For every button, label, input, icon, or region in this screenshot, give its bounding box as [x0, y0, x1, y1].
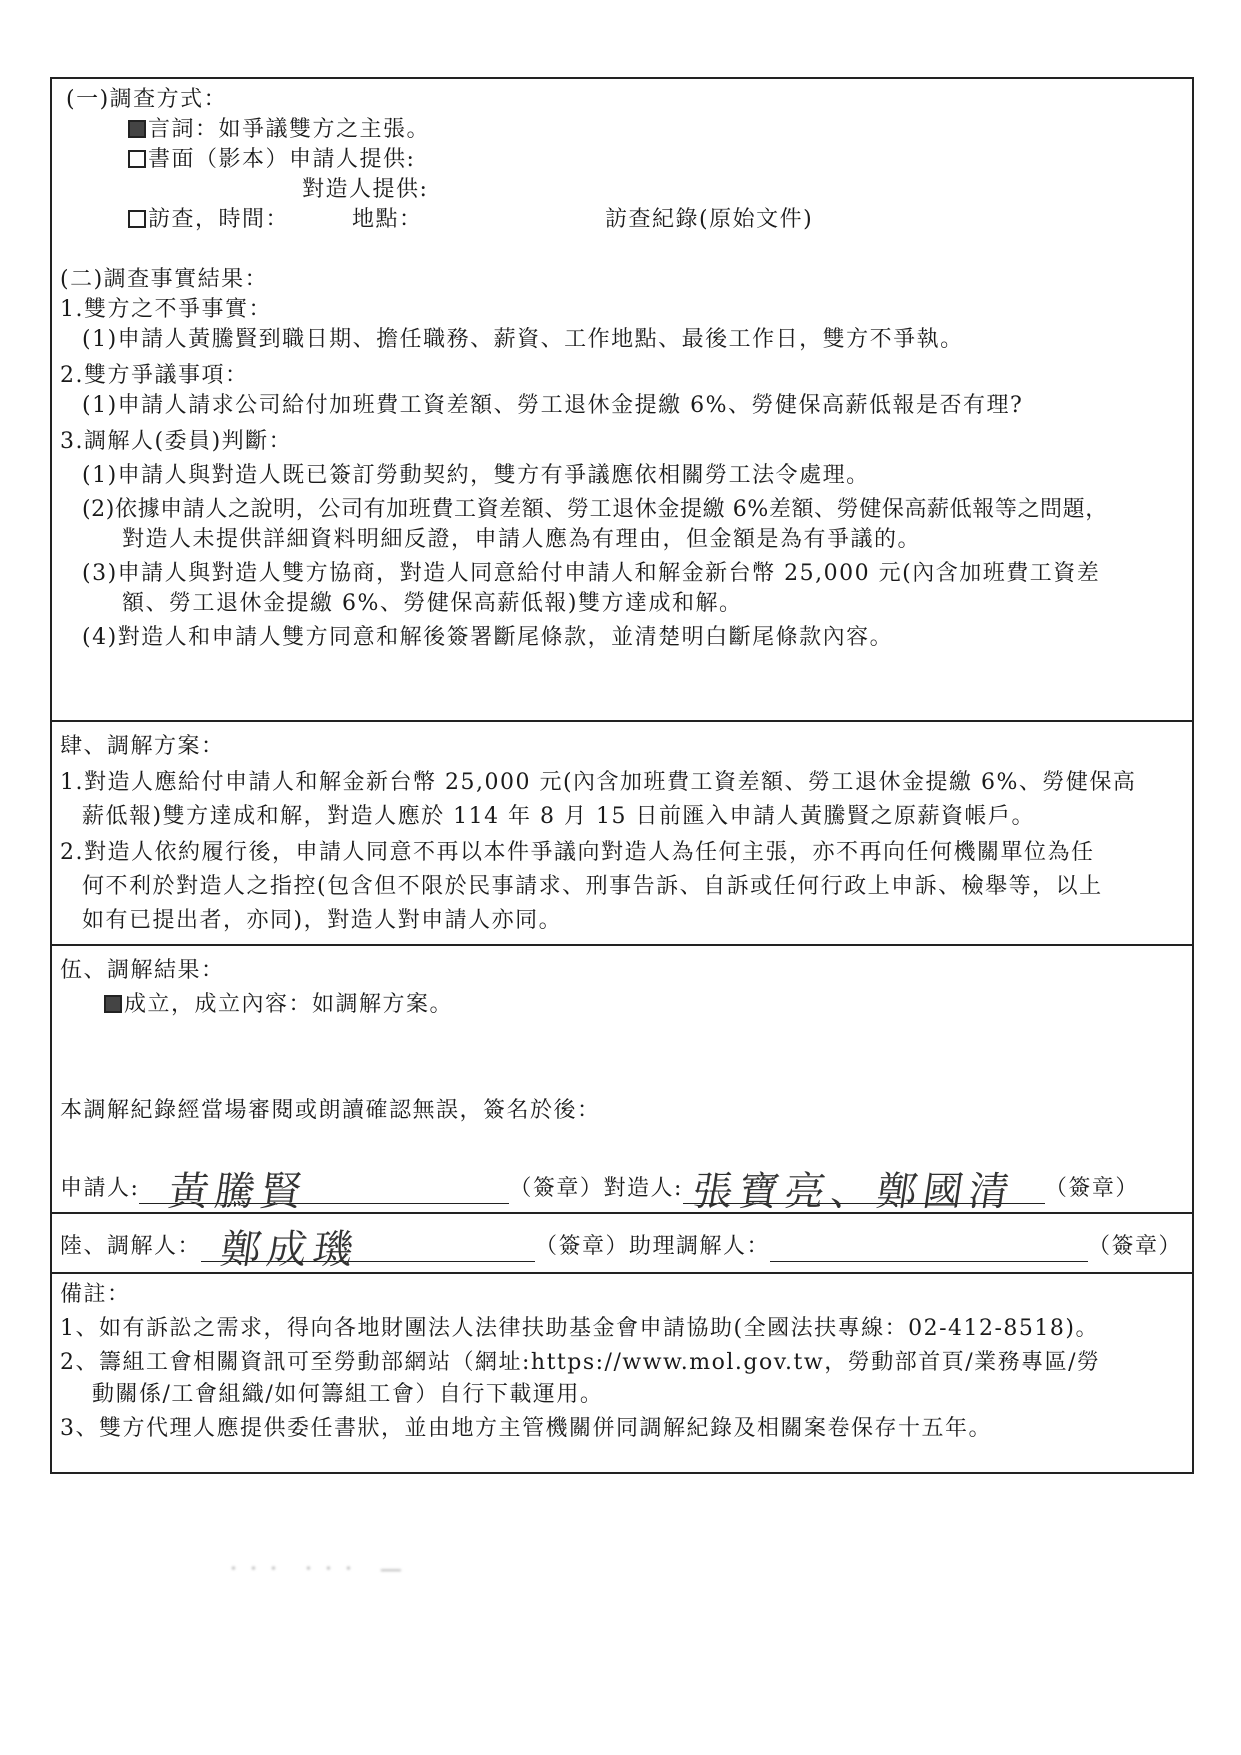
proposal-item-2-cont2: 如有已提出者，亦同)，對造人對申請人亦同。 — [82, 908, 563, 933]
undisputed-title: 1.雙方之不爭事實： — [60, 297, 272, 322]
mediator-row — [60, 1227, 1183, 1273]
results-title: (二)調查事實結果： — [60, 267, 269, 292]
notes-title: 備註： — [60, 1282, 131, 1307]
proposal-item-1-cont: 薪低報)雙方達成和解，對造人應於 114 年 8 月 15 日前匯入申請人黃騰賢之原薪資帳戶。 — [82, 804, 1036, 829]
respondent-label: 對造人: — [603, 1176, 683, 1201]
checked-box-icon — [128, 120, 146, 138]
visit-record: 訪查紀錄(原始文件) — [605, 207, 814, 232]
disputed-title: 2.雙方爭議事項： — [60, 363, 249, 388]
confirm-statement: 本調解紀錄經當場審閱或朗讀確認無誤，簽名於後： — [60, 1098, 601, 1123]
mediator-label: 陸、調解人： — [60, 1234, 202, 1259]
proposal-item-1: 1.對造人應給付申請人和解金新台幣 25,000 元(內含加班費工資差額、勞工退休金提繳 6%、勞健保高 — [60, 770, 1137, 795]
result-title: 伍、調解結果： — [60, 958, 225, 983]
judgment-item-4: (4)對造人和申請人雙方同意和解後簽署斷尾條款，並清楚明白斷尾條款內容。 — [82, 625, 894, 650]
proposal-item-2: 2.對造人依約履行後，申請人同意不再以本件爭議向對造人為任何主張，亦不再向任何機關單位為任 — [60, 840, 1095, 865]
judgment-item-3: (3)申請人與對造人雙方協商，對造人同意給付申請人和解金新台幣 25,000 元(內含加班費工資差 — [82, 561, 1101, 586]
applicant-signature: 黃騰賢 — [166, 1169, 311, 1215]
assistant-signature-field — [770, 1235, 1088, 1262]
unchecked-box-icon — [128, 210, 146, 228]
note-1: 1、如有訴訟之需求，得向各地財團法人法律扶助基金會申請協助(全國法扶專線：02-412-8518)。 — [60, 1316, 1100, 1341]
result-section — [52, 946, 1192, 1214]
respondent-provided: 對造人提供: — [302, 177, 429, 202]
written-option: 書面（影本）申請人提供: — [128, 145, 415, 175]
sign-label: （簽章） — [535, 1234, 630, 1259]
mediator-section — [52, 1214, 1192, 1274]
sign-label: （簽章） — [1088, 1234, 1183, 1259]
applicant-signature-field — [139, 1169, 509, 1215]
note-2-cont: 動關係/工會組織/如何籌組工會）自行下載運用。 — [92, 1382, 604, 1407]
signature-row — [60, 1169, 1139, 1215]
mediator-signature: 鄭成璣 — [217, 1227, 363, 1273]
method-title: (一)調查方式： — [66, 87, 228, 112]
note-2: 2、籌組工會相關資訊可至勞動部網站（網址:https://www.mol.gov.tw，勞動部首頁/業務專區/勞 — [60, 1350, 1101, 1375]
judgment-item-2-cont: 對造人未提供詳細資料明細反證，申請人應為有理由，但金額是為有爭議的。 — [122, 527, 922, 552]
unchecked-box-icon — [128, 150, 146, 168]
result-established: 成立，成立內容：如調解方案。 — [104, 990, 453, 1020]
investigation-section — [52, 79, 1192, 722]
proposal-section — [52, 722, 1192, 946]
applicant-label: 申請人: — [60, 1176, 140, 1201]
judgment-item-2: (2)依據申請人之說明，公司有加班費工資差額、勞工退休金提繳 6%差額、勞健保高薪低報等之問題， — [82, 497, 1108, 522]
notes-section — [52, 1274, 1192, 1474]
bleed-through-artifact: · · · · · · — — [230, 1557, 405, 1582]
sign-label: （簽章） — [509, 1176, 604, 1201]
checked-box-icon — [104, 995, 122, 1013]
sign-label: （簽章） — [1044, 1176, 1139, 1201]
respondent-signature: 張寶亮、鄭國清 — [689, 1169, 1019, 1215]
judgment-item-1: (1)申請人與對造人既已簽訂勞動契約，雙方有爭議應依相關勞工法令處理。 — [82, 463, 870, 488]
visit-option: 訪查，時間： — [128, 205, 289, 235]
undisputed-item: (1)申請人黃騰賢到職日期、擔任職務、薪資、工作地點、最後工作日，雙方不爭執。 — [82, 327, 964, 352]
proposal-title: 肆、調解方案： — [60, 734, 225, 759]
judgment-title: 3.調解人(委員)判斷： — [60, 429, 293, 454]
visit-location: 地點： — [352, 207, 423, 232]
respondent-signature-field — [683, 1169, 1045, 1215]
mediation-record-form — [50, 77, 1194, 1474]
disputed-item: (1)申請人請求公司給付加班費工資差額、勞工退休金提繳 6%、勞健保高薪低報是否有理? — [82, 393, 1024, 418]
judgment-item-3-cont: 額、勞工退休金提繳 6%、勞健保高薪低報)雙方達成和解。 — [122, 591, 743, 616]
mediator-signature-field — [201, 1227, 535, 1273]
assistant-mediator-label: 助理調解人： — [629, 1234, 771, 1259]
verbal-option: 言詞：如爭議雙方之主張。 — [128, 115, 430, 145]
note-3: 3、雙方代理人應提供委任書狀，並由地方主管機關併同調解紀錄及相關案卷保存十五年。 — [60, 1416, 993, 1441]
proposal-item-2-cont: 何不利於對造人之指控(包含但不限於民事請求、刑事告訴、自訴或任何行政上申訴、檢舉等，以上 — [82, 874, 1103, 899]
